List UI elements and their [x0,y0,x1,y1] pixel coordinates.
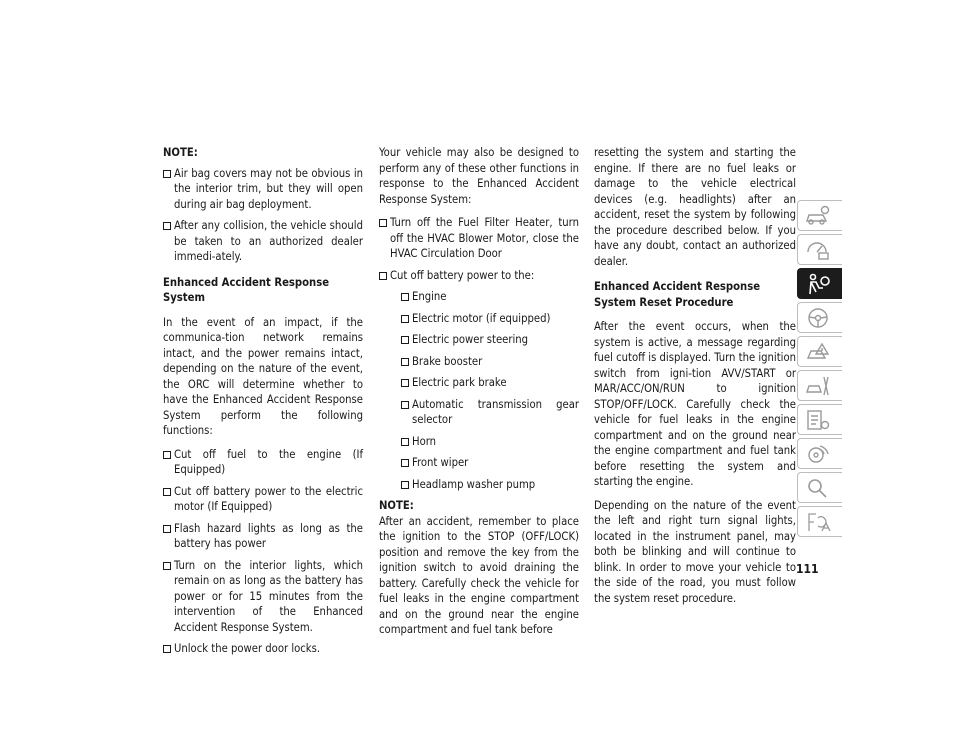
chapter-tabs [797,200,842,540]
page-number: 111 [796,562,819,576]
tab-starting-operating[interactable] [797,302,842,333]
sub-list-item: Electric motor (if equipped) [401,311,579,327]
column-middle [379,145,579,646]
languages-icon [804,510,832,534]
paragraph: In the event of an impact, if the communica-tion network remains intact, and the power remains intact, depending on the nature of the event, the ORC will determine whether to have the Enhanced Accident Response System perform the following functions: [163,315,363,437]
paragraph: resetting the system and starting the engine. If there are no fuel leaks or damage to the vehicle electrical devices (e.g. headlights) after an accident, reset the system by following the procedure described below. If you have any doubt, contact an authorized dealer. [594,146,796,268]
list-item: Cut off battery power to the electric motor (If Equipped) [163,484,363,515]
tab-languages[interactable] [797,506,842,537]
tab-technical-specs[interactable] [797,404,842,435]
note-text: After an accident, remember to place the ignition to the STOP (OFF/LOCK) position and remove the key from the ignition switch to avoid draining the battery. Carefully check the vehicle for fuel leaks in the engine compartment and on the ground near the engine compartment and fuel tank before [379,514,579,636]
list-item-text: Cut off battery power to the: [390,268,535,282]
function-list [163,447,363,657]
sub-list-item: Electric power steering [401,332,579,348]
paragraph: Your vehicle may also be designed to perform any of these other functions in response to the Enhanced Accident Response System: [379,146,579,206]
paragraph: Depending on the nature of the event the left and right turn signal lights, located in the instrument panel, may both be blinking and will continue to blink. In order to move your vehicle to the side of the road, you must follow the system reset procedure. [594,498,796,605]
tab-multimedia[interactable] [797,438,842,469]
list-item [379,268,579,493]
list-item: Flash hazard lights as long as the battery has power [163,521,363,552]
service-tools-icon [804,374,832,398]
list-item: Air bag covers may not be obvious in the interior trim, but they will open during air bag deployment. [163,166,363,213]
note-label: NOTE: [163,146,198,159]
other-functions-list [379,215,579,492]
tab-instrument-panel[interactable] [797,234,842,265]
column-right [594,145,796,614]
paragraph: After the event occurs, when the system is active, a message regarding fuel cutoff is displayed. Turn the ignition switch from igni-tion AVV/START or MAR/ACC/ON/RUN to ignition STOP/OFF/LOCK. Carefully check the vehicle for fuel leaks in the engine compartment and on the ground near the engine compartment and fuel tank before resetting the system and starting the engine. [594,320,796,488]
seatbelt-airbag-icon [804,272,832,296]
sub-list-item: Electric park brake [401,375,579,391]
search-index-icon [804,476,832,500]
column-left [163,145,363,663]
sub-list-item: Engine [401,289,579,305]
steering-wheel-icon [804,306,832,330]
sub-list [401,289,579,492]
tab-safety[interactable] [797,268,842,299]
tab-getting-to-know[interactable] [797,200,842,231]
list-item: Cut off fuel to the engine (If Equipped) [163,447,363,478]
list-item: Turn off the Fuel Filter Heater, turn off the HVAC Blower Motor, close the HVAC Circulation Door [379,215,579,262]
note-list [163,166,363,265]
tab-index[interactable] [797,472,842,503]
sub-list-item: Front wiper [401,455,579,471]
section-heading: Enhanced Accident Response System [163,275,330,304]
car-info-icon [804,204,832,228]
sub-list-item: Brake booster [401,354,579,370]
dashboard-lights-icon [804,238,832,262]
sub-list-item: Headlamp washer pump [401,477,579,493]
sub-list-item: Automatic transmission gear selector [401,397,579,428]
note-label: NOTE: [379,499,414,512]
list-item: Turn on the interior lights, which remain on as long as the battery has power or for 15 minutes from the intervention of the Enhanced Accident Response System. [163,558,363,636]
sub-list-item: Horn [401,434,579,450]
section-heading: Enhanced Accident Response System Reset Procedure [594,280,761,309]
note-paragraph [379,498,579,638]
list-item: Unlock the power door locks. [163,641,363,657]
multimedia-icon [804,442,832,466]
tab-emergency[interactable] [797,336,842,367]
specifications-list-icon [804,408,832,432]
tab-servicing[interactable] [797,370,842,401]
list-item: After any collision, the vehicle should be taken to an authorized dealer immedi-ately. [163,218,363,265]
emergency-car-icon [804,340,832,364]
